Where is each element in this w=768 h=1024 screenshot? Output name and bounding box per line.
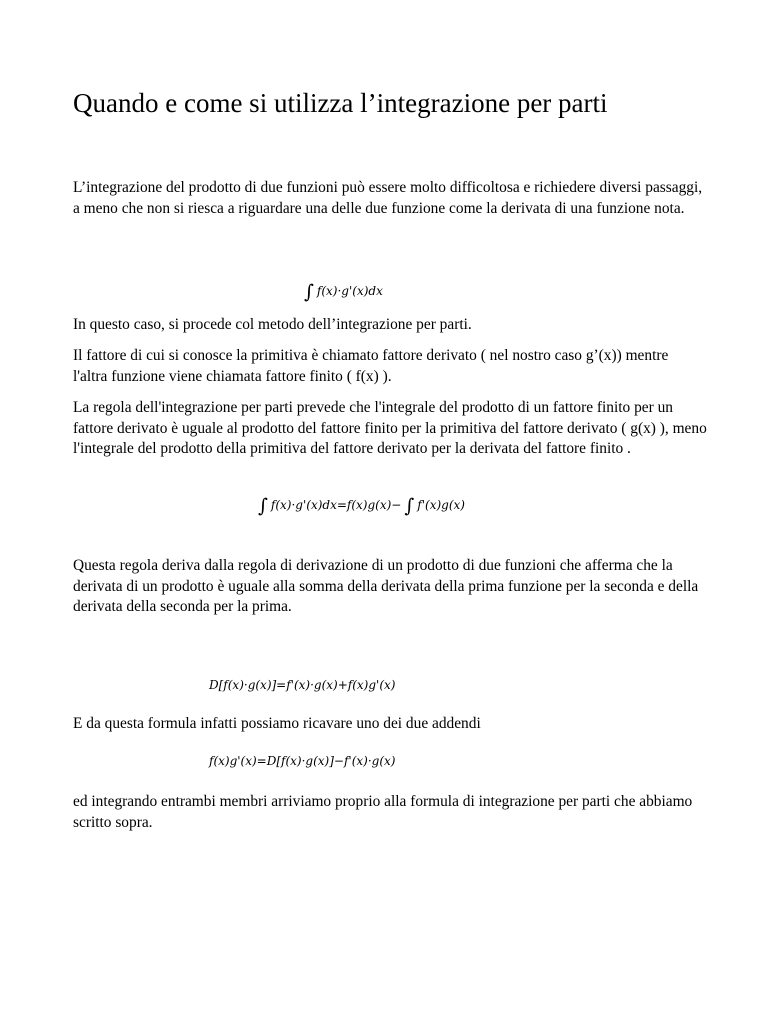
paragraph-addend: E da questa formula infatti possiamo ricavare uno dei due addendi (73, 715, 481, 732)
integral-sign: ∫ (304, 281, 314, 303)
formula-product-derivative (209, 675, 395, 695)
formula-addend (209, 751, 395, 771)
paragraph-rule: La regola dell'integrazione per parti prevede che l'integrale del prodotto di un fattore finito per un fattore derivato è uguale al prodotto del fattore finito per la primitiva del fattore derivato ( g(x) ), meno l'integrale del prodotto della primitiva del fattore derivato per la derivata del fattore finito . (73, 399, 707, 457)
formula-body: D[f(x)·g(x)]=f'(x)·g(x)+f(x)g'(x) (209, 678, 396, 692)
page-title: Quando e come si utilizza l’integrazione per parti (73, 88, 608, 118)
formula-integration-by-parts (258, 495, 465, 516)
formula-integral-product (304, 281, 383, 302)
integral-sign-2: ∫ (404, 495, 415, 517)
formula-body: f(x)·g'(x)dx (316, 284, 383, 298)
paragraph-intro: L’integrazione del prodotto di due funzioni può essere molto difficoltosa e richiedere diversi passaggi, a meno che non si riesca a riguardare una delle due funzione come la derivata di una funzione nota. (73, 179, 703, 217)
paragraph-derivation: Questa regola deriva dalla regola di derivazione di un prodotto di due funzioni che afferma che la derivata di un prodotto è uguale alla somma della derivata della prima funzione per la seconda e della derivata della seconda per la prima. (73, 557, 699, 615)
formula-right: f'(x)g(x) (417, 498, 465, 512)
formula-body: f(x)g'(x)=D[f(x)·g(x)]−f'(x)·g(x) (209, 754, 396, 768)
formula-left: f(x)·g'(x)dx=f(x)g(x)− (270, 498, 402, 512)
paragraph-conclusion: ed integrando entrambi membri arriviamo proprio alla formula di integrazione per parti che abbiamo scritto sopra. (73, 793, 693, 831)
paragraph-method: In questo caso, si procede col metodo dell’integrazione per parti. (73, 316, 472, 333)
integral-sign: ∫ (258, 495, 268, 517)
paragraph-factors: Il fattore di cui si conosce la primitiva è chiamato fattore derivato ( nel nostro caso g’(x)) mentre l'altra funzione viene chiamata fattore finito ( f(x) ). (73, 347, 669, 385)
